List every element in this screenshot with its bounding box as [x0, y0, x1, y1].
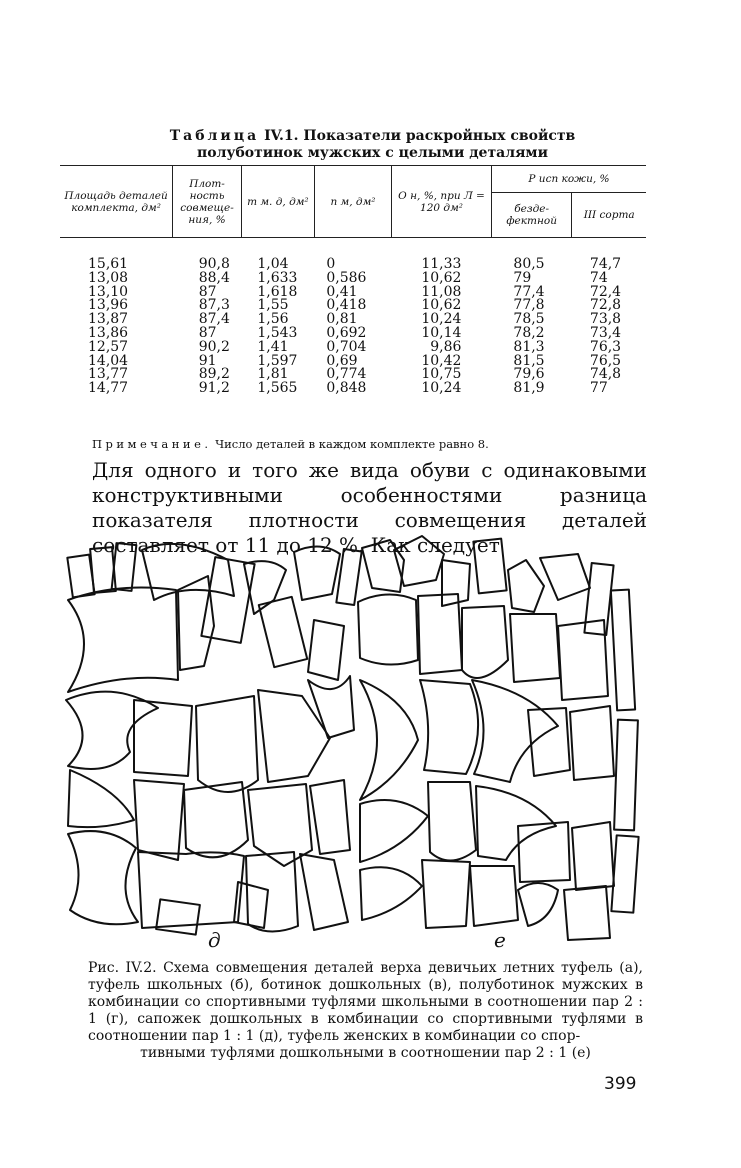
table-cell: 1,41 [257, 338, 289, 355]
table-cell: 74 [589, 269, 608, 286]
table-cell: 79 [513, 269, 532, 286]
table-cell: 1,618 [257, 283, 298, 300]
table-cell: 88,4 [198, 269, 230, 286]
table-cell: 73,4 [589, 324, 622, 341]
table-body [60, 238, 646, 396]
table-cell: 13,10 [88, 283, 129, 300]
header-defect-free: безде- фектной [491, 193, 571, 238]
table-cell: 77 [589, 380, 608, 397]
page-number: 399 [604, 1074, 637, 1094]
table-row [60, 238, 646, 272]
table-cell: 91,2 [198, 380, 230, 397]
table-cell: 81,5 [513, 352, 545, 369]
table-cell: 1,81 [257, 366, 289, 383]
header-o-n: О н, %, при Л = 120 дм² [392, 166, 492, 238]
table-cell: 0,69 [326, 352, 358, 369]
table-caption-label: Таблица [169, 128, 260, 144]
body-paragraph: Для одного и того же вида обуви с одинаковыми конструктивными особенностями разница показателя плотности совмещения деталей составляет от 11 до 12 %. Как следует [92, 458, 647, 557]
table-cell: 1,543 [257, 324, 298, 341]
table-cell: 74,7 [589, 256, 622, 272]
table-cell: 89,2 [198, 366, 230, 383]
table-cell: 11,33 [421, 256, 462, 272]
table-note-text: Число деталей в каждом комплекте равно 8. [215, 437, 489, 451]
pattern-layout-diagram [58, 530, 648, 950]
table-cell: 1,56 [257, 311, 289, 328]
table-cell: 0,692 [326, 324, 367, 341]
table-cell: 11,08 [421, 283, 462, 300]
table-cell: 13,77 [88, 366, 129, 383]
table-cell: 81,9 [513, 380, 545, 397]
table-cell: 1,565 [257, 380, 298, 397]
table-cell: 77,4 [513, 283, 545, 300]
table-cell: 90,2 [198, 338, 230, 355]
table-cell: 10,62 [421, 269, 462, 286]
table-cell: 90,8 [198, 256, 230, 272]
table-cell: 14,77 [88, 380, 129, 397]
header-m-d: m м. д, дм² [241, 166, 314, 238]
figure-pattern-layout [58, 530, 648, 950]
table-cell: 81,3 [513, 338, 545, 355]
table-cell: 1,55 [257, 297, 289, 314]
table-cell: 76,5 [589, 352, 622, 369]
table-cell: 1,04 [257, 256, 289, 272]
figure-label-d: д [208, 928, 221, 952]
table-cell: 1,597 [257, 352, 298, 369]
table-cell: 0,848 [326, 380, 367, 397]
table-cell: 10,62 [421, 297, 462, 314]
table-cell: 0,41 [326, 283, 358, 300]
table-caption-number: IV.1. [264, 128, 299, 144]
table-caption [60, 128, 685, 162]
table-cell: 78,2 [513, 324, 545, 341]
table-cell: 72,4 [589, 283, 622, 300]
table-note-label: Примечание. [92, 437, 212, 451]
table-cell: 10,24 [421, 311, 462, 328]
table-cell: 1,633 [257, 269, 298, 286]
layout-d [66, 543, 362, 935]
figure-caption [88, 960, 643, 1062]
figure-label-e: е [494, 928, 506, 952]
table-cell: 15,61 [88, 256, 129, 272]
table-cell: 73,8 [589, 311, 622, 328]
table-cell: 13,08 [88, 269, 129, 286]
table-cell: 13,87 [88, 311, 129, 328]
table-cell: 77,8 [513, 297, 545, 314]
table-cell: 0,81 [326, 311, 358, 328]
table-cell: 76,3 [589, 338, 622, 355]
header-density: Плот- ность совмеще- ния, % [173, 166, 242, 238]
table-cell: 78,5 [513, 311, 545, 328]
table-cell: 0,586 [326, 269, 367, 286]
table-cell: 87 [198, 283, 217, 300]
table-caption-title-line1: Показатели раскройных свойств [303, 128, 576, 144]
layout-e [358, 536, 639, 940]
table-cell: 87,4 [198, 311, 230, 328]
table-cell: 0,704 [326, 338, 367, 355]
table-cell: 13,86 [88, 324, 129, 341]
table-note [92, 437, 489, 451]
table-cell: 10,24 [421, 380, 462, 397]
figure-caption-last-line: тивными туфлями дошкольными в соотношении пар 2 : 1 (е) [140, 1045, 591, 1061]
table-row [60, 382, 646, 396]
table-caption-title-line2: полуботинок мужских с целыми деталями [197, 145, 548, 161]
table-cell: 10,75 [421, 366, 462, 383]
table-cell: 14,04 [88, 352, 129, 369]
table-cell: 0 [326, 256, 336, 272]
header-n-m: n м, дм² [314, 166, 391, 238]
table-cell: 0,418 [326, 297, 367, 314]
table-cell: 74,8 [589, 366, 622, 383]
table-cell: 10,14 [421, 324, 462, 341]
table-cell: 87 [198, 324, 217, 341]
table-cell: 10,42 [421, 352, 462, 369]
header-area: Площадь деталей комплекта, дм² [60, 166, 173, 238]
table-cell: 91 [198, 352, 217, 369]
figure-caption-text: Рис. IV.2. Схема совмещения деталей верха девичьих летних туфель (а), туфель школьных (б), ботинок дошкольных (в), полуботинок мужских в комбинации со спортивными туфлями школьными в соотношении пар 2 : 1 (г), сапожек дошкольных в комбинации со спортивными туфлями в соотношении пар 1 : 1 (д), туфель женских в комбинации со спор- [88, 960, 643, 1044]
table-cell: 72,8 [589, 297, 622, 314]
header-group-leather-use: Р исп кожи, % [491, 166, 646, 193]
table-cell: 87,3 [198, 297, 230, 314]
table-cell: 79,6 [513, 366, 545, 383]
table-cell: 0,774 [326, 366, 367, 383]
cutting-properties-table [60, 165, 646, 396]
table-cell: 80,5 [513, 256, 545, 272]
table-cell: 12,57 [88, 338, 129, 355]
table-cell: 9,86 [430, 338, 462, 355]
header-grade3: III сорта [572, 193, 646, 238]
table-cell: 13,96 [88, 297, 129, 314]
